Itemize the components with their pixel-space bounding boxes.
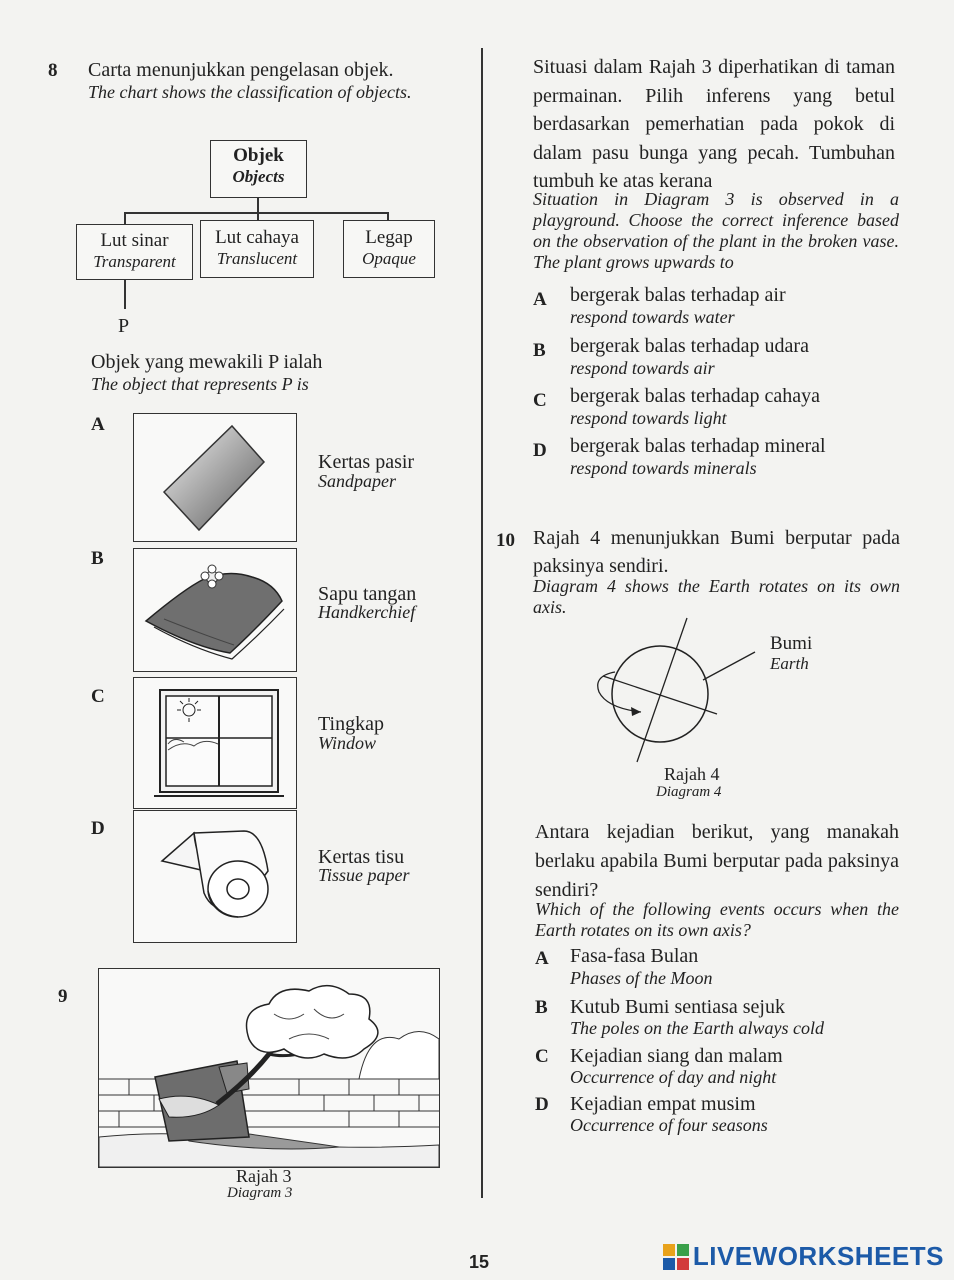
q8-option-b-en: Handkerchief [318, 602, 416, 622]
q8-option-b-letter[interactable]: B [91, 548, 104, 569]
q8-number: 8 [48, 60, 58, 81]
q9-number: 9 [58, 986, 68, 1007]
q8-stem-en: The chart shows the classification of objects. [88, 82, 412, 102]
q9-stem-en: Situation in Diagram 3 is observed in a playground. Choose the correct inference based on the observation of the plant in the broken vase. The plant grows upwards to [533, 189, 899, 272]
q8-option-a-letter[interactable]: A [91, 414, 105, 435]
q8-stem-ms: Carta menunjukkan pengelasan objek. [88, 59, 394, 81]
window-icon [134, 678, 296, 808]
q8-option-b-ms: Sapu tangan [318, 583, 417, 605]
chart-root-box [210, 140, 307, 198]
q9-caption-ms: Rajah 3 [236, 1166, 292, 1186]
chart-p-label: P [118, 315, 130, 337]
chart-connector-root [257, 197, 259, 213]
chart-c3-ms: Legap [365, 227, 413, 248]
chart-connector-p [124, 279, 126, 309]
q8-option-a-en: Sandpaper [318, 471, 396, 491]
q9-option-b-ms: bergerak balas terhadap udara [570, 335, 809, 357]
q8-ask-en: The object that represents P is [91, 374, 309, 394]
rotation-arrow-icon [598, 672, 641, 712]
chart-connector-horizontal [124, 212, 388, 214]
liveworksheets-logo[interactable] [663, 1241, 944, 1272]
column-divider [481, 48, 483, 1198]
q10-option-a-letter[interactable]: A [535, 948, 549, 969]
q10-ask-en: Which of the following events occurs when the Earth rotates on its own axis? [535, 899, 899, 940]
q9-option-c-ms: bergerak balas terhadap cahaya [570, 385, 821, 407]
handkerchief-picture [133, 548, 297, 672]
q10-ask-ms: Antara kejadian berikut, yang manakah berlaku apabila Bumi berputar pada paksinya sendiri? [535, 821, 899, 901]
q10-option-c-en: Occurrence of day and night [570, 1067, 777, 1087]
q10-earth-ms: Bumi [770, 633, 813, 654]
chart-connector-c3 [387, 212, 389, 220]
chart-c2-en: Translucent [216, 249, 298, 268]
q10-option-d-letter[interactable]: D [535, 1094, 549, 1115]
q8-option-c-letter[interactable]: C [91, 686, 105, 707]
q10-number: 10 [496, 530, 515, 551]
chart-c1-en: Transparent [93, 252, 176, 271]
q10-earth-en: Earth [770, 654, 809, 673]
q9-option-a-en: respond towards water [570, 307, 735, 327]
diagram-4-earth-rotation [585, 612, 765, 772]
broken-vase-plant-icon [99, 969, 439, 1167]
q9-stem-ms: Situasi dalam Rajah 3 diperhatikan di taman permainan. Pilih inferens yang betul berdasarkan pemerhatian pada pokok di dalam pasu bunga yang pecah. Tumbuhan tumbuh ke atas kerana [533, 56, 895, 192]
chart-root-ms: Objek [233, 145, 284, 166]
q9-option-c-en: respond towards light [570, 408, 727, 428]
q9-option-d-en: respond towards minerals [570, 458, 757, 478]
diagram-3-picture [98, 968, 440, 1168]
chart-c1-ms: Lut sinar [100, 230, 169, 251]
q10-option-b-ms: Kutub Bumi sentiasa sejuk [570, 996, 785, 1018]
page-number: 15 [469, 1252, 490, 1272]
q10-stem-ms: Rajah 4 menunjukkan Bumi berputar pada paksinya sendiri. [533, 527, 900, 577]
q8-option-d-en: Tissue paper [318, 865, 410, 885]
earth-label-pointer [703, 652, 755, 680]
q9-option-d-letter[interactable]: D [533, 440, 547, 461]
tissue-picture [133, 810, 297, 943]
q9-option-b-en: respond towards air [570, 358, 715, 378]
chart-connector-c1 [124, 212, 126, 224]
chart-translucent-box [200, 220, 314, 278]
q9-option-c-letter[interactable]: C [533, 390, 547, 411]
chart-transparent-box [76, 224, 193, 280]
q9-option-b-letter[interactable]: B [533, 340, 546, 361]
q10-option-d-ms: Kejadian empat musim [570, 1093, 756, 1115]
sandpaper-picture [133, 413, 297, 542]
q10-option-a-en: Phases of the Moon [570, 968, 713, 988]
arrowhead-icon [631, 707, 641, 716]
liveworksheets-logo-text: LIVEWORKSHEETS [692, 1241, 944, 1271]
q10-option-d-en: Occurrence of four seasons [570, 1115, 768, 1135]
q8-ask-ms: Objek yang mewakili P ialah [91, 351, 323, 373]
q8-option-a-ms: Kertas pasir [318, 451, 415, 473]
q9-option-a-letter[interactable]: A [533, 289, 547, 310]
chart-c2-ms: Lut cahaya [215, 227, 299, 248]
handkerchief-icon [134, 549, 296, 671]
chart-opaque-box [343, 220, 435, 278]
liveworksheets-logo-icon [663, 1244, 689, 1270]
q10-option-b-letter[interactable]: B [535, 997, 548, 1018]
q8-option-c-ms: Tingkap [318, 713, 384, 735]
chart-c3-en: Opaque [362, 249, 416, 268]
q10-option-c-letter[interactable]: C [535, 1046, 549, 1067]
q10-option-a-ms: Fasa-fasa Bulan [570, 945, 699, 967]
q10-stem-en: Diagram 4 shows the Earth rotates on its own axis. [533, 576, 900, 617]
chart-root-en: Objects [232, 167, 285, 186]
q8-option-c-en: Window [318, 733, 377, 753]
q9-option-d-ms: bergerak balas terhadap mineral [570, 435, 826, 457]
q9-caption-en: Diagram 3 [227, 1185, 293, 1201]
sandpaper-icon [134, 414, 296, 541]
q10-caption-en: Diagram 4 [656, 784, 722, 800]
q10-option-b-en: The poles on the Earth always cold [570, 1018, 824, 1038]
tissue-roll-icon [134, 811, 296, 942]
chart-connector-c2 [257, 212, 259, 220]
q8-option-d-letter[interactable]: D [91, 818, 105, 839]
q10-option-c-ms: Kejadian siang dan malam [570, 1045, 783, 1067]
q10-caption-ms: Rajah 4 [664, 764, 720, 784]
window-picture [133, 677, 297, 809]
q8-option-d-ms: Kertas tisu [318, 846, 405, 868]
q9-option-a-ms: bergerak balas terhadap air [570, 284, 786, 306]
